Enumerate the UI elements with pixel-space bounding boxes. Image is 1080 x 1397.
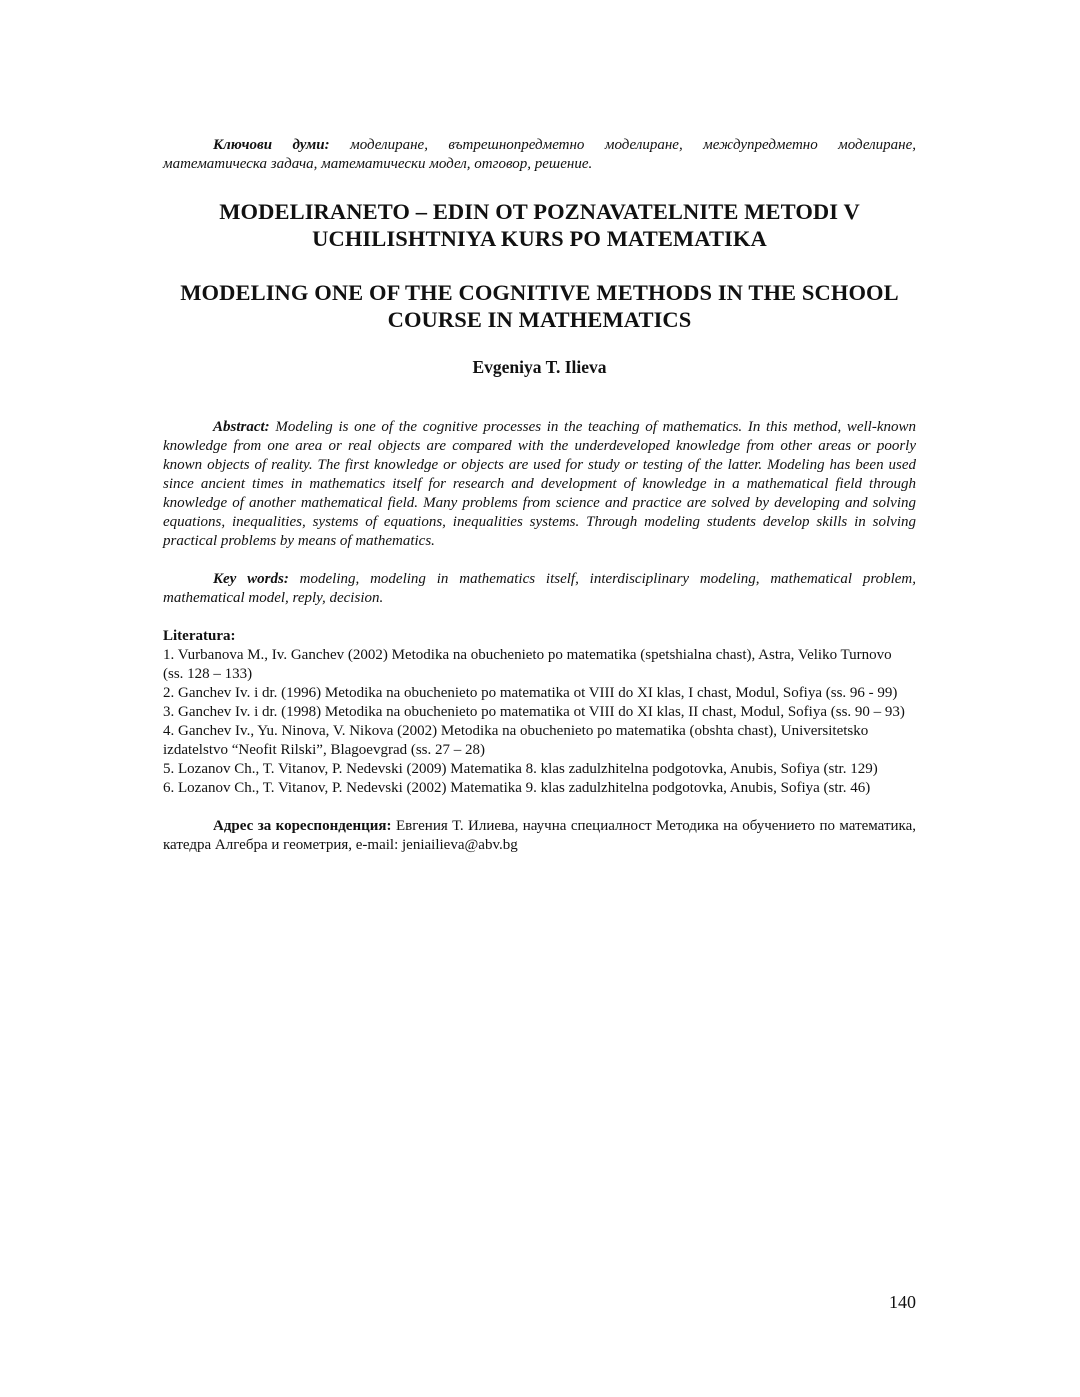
literature-heading: Literatura: — [163, 628, 236, 644]
title-en-line2: COURSE IN MATHEMATICS — [387, 307, 692, 332]
keywords-en-label: Key words: — [213, 571, 289, 587]
address-label: Адрес за кореспонденция: — [213, 818, 392, 834]
keywords-en — [163, 570, 916, 608]
keywords-bg-label: Ключови думи: — [213, 137, 330, 153]
abstract — [163, 418, 916, 551]
title-bulgarian — [163, 198, 916, 252]
keywords-bg — [163, 136, 916, 174]
literature-item: 1. Vurbanova M., Iv. Ganchev (2002) Metodika na obuchenieto po matematika (spetshialna chast), Astra, Veliko Turnovo (ss. 128 – 133) — [163, 647, 892, 682]
page-content — [163, 136, 916, 855]
literature-item: 3. Ganchev Iv. i dr. (1998) Metodika na obuchenieto po matematika ot VIII do XI klas, II chast, Modul, Sofiya (ss. 90 – 93) — [163, 704, 905, 720]
keywords-bg-text: моделиране, вътрешнопредметно моделиране, междупредметно моделиране, математическа задача, математически модел, отговор, решение. — [163, 137, 917, 172]
address-text: Евгения Т. Илиева, научна специалност Методика на обучението по математика, катедра Алгебра и геометрия, e-mail: jeniailieva@abv.bg — [163, 818, 916, 853]
page-number: 140 — [889, 1292, 916, 1312]
keywords-en-text: modeling, modeling in mathematics itself, interdisciplinary modeling, mathematical problem, mathematical model, reply, decision. — [163, 571, 917, 606]
literature-item: 6. Lozanov Ch., T. Vitanov, P. Nedevski (2002) Matematika 9. klas zadulzhitelna podgotovka, Anubis, Sofiya (str. 46) — [163, 780, 871, 796]
abstract-label: Abstract: — [213, 419, 270, 435]
title-bg-line2: UCHILISHTNIYA KURS PO MATEMATIKA — [312, 226, 767, 251]
literature-item: 5. Lozanov Ch., T. Vitanov, P. Nedevski (2009) Matematika 8. klas zadulzhitelna podgotovka, Anubis, Sofiya (str. 129) — [163, 761, 878, 777]
literature-item: 4. Ganchev Iv., Yu. Ninova, V. Nikova (2002) Metodika na obuchenieto po matematika (obshta chast), Universitetsko izdatelstvo “Neofit Rilski”, Blagoevgrad (ss. 27 – 28) — [163, 723, 869, 758]
abstract-text: Modeling is one of the cognitive processes in the teaching of mathematics. In this method, well-known knowledge from one area or real objects are compared with the underdeveloped knowledge from other areas or poorly known objects of reality. The first knowledge or objects are used for study or testing of the latter. Modeling has been used since ancient times in mathematics itself for research and development of knowledge in a mathematical field through knowledge of another mathematical field. Many problems from science and practice are solved by developing and solving equations, inequalities, systems of equations, inequalities systems. Through modeling students develop skills in solving practical problems by means of mathematics. — [163, 419, 916, 549]
correspondence-address — [163, 817, 916, 855]
title-bg-line1: MODELIRANETO – EDIN OT POZNAVATELNITE METODI V — [219, 199, 860, 224]
author-name: Evgeniya T. Ilieva — [472, 357, 607, 377]
title-english — [163, 279, 916, 333]
literature-list — [163, 646, 916, 798]
literature-item: 2. Ganchev Iv. i dr. (1996) Metodika na obuchenieto po matematika ot VIII do XI klas, I chast, Modul, Sofiya (ss. 96 - 99) — [163, 685, 898, 701]
title-en-line1: MODELING ONE OF THE COGNITIVE METHODS IN THE SCHOOL — [180, 280, 899, 305]
